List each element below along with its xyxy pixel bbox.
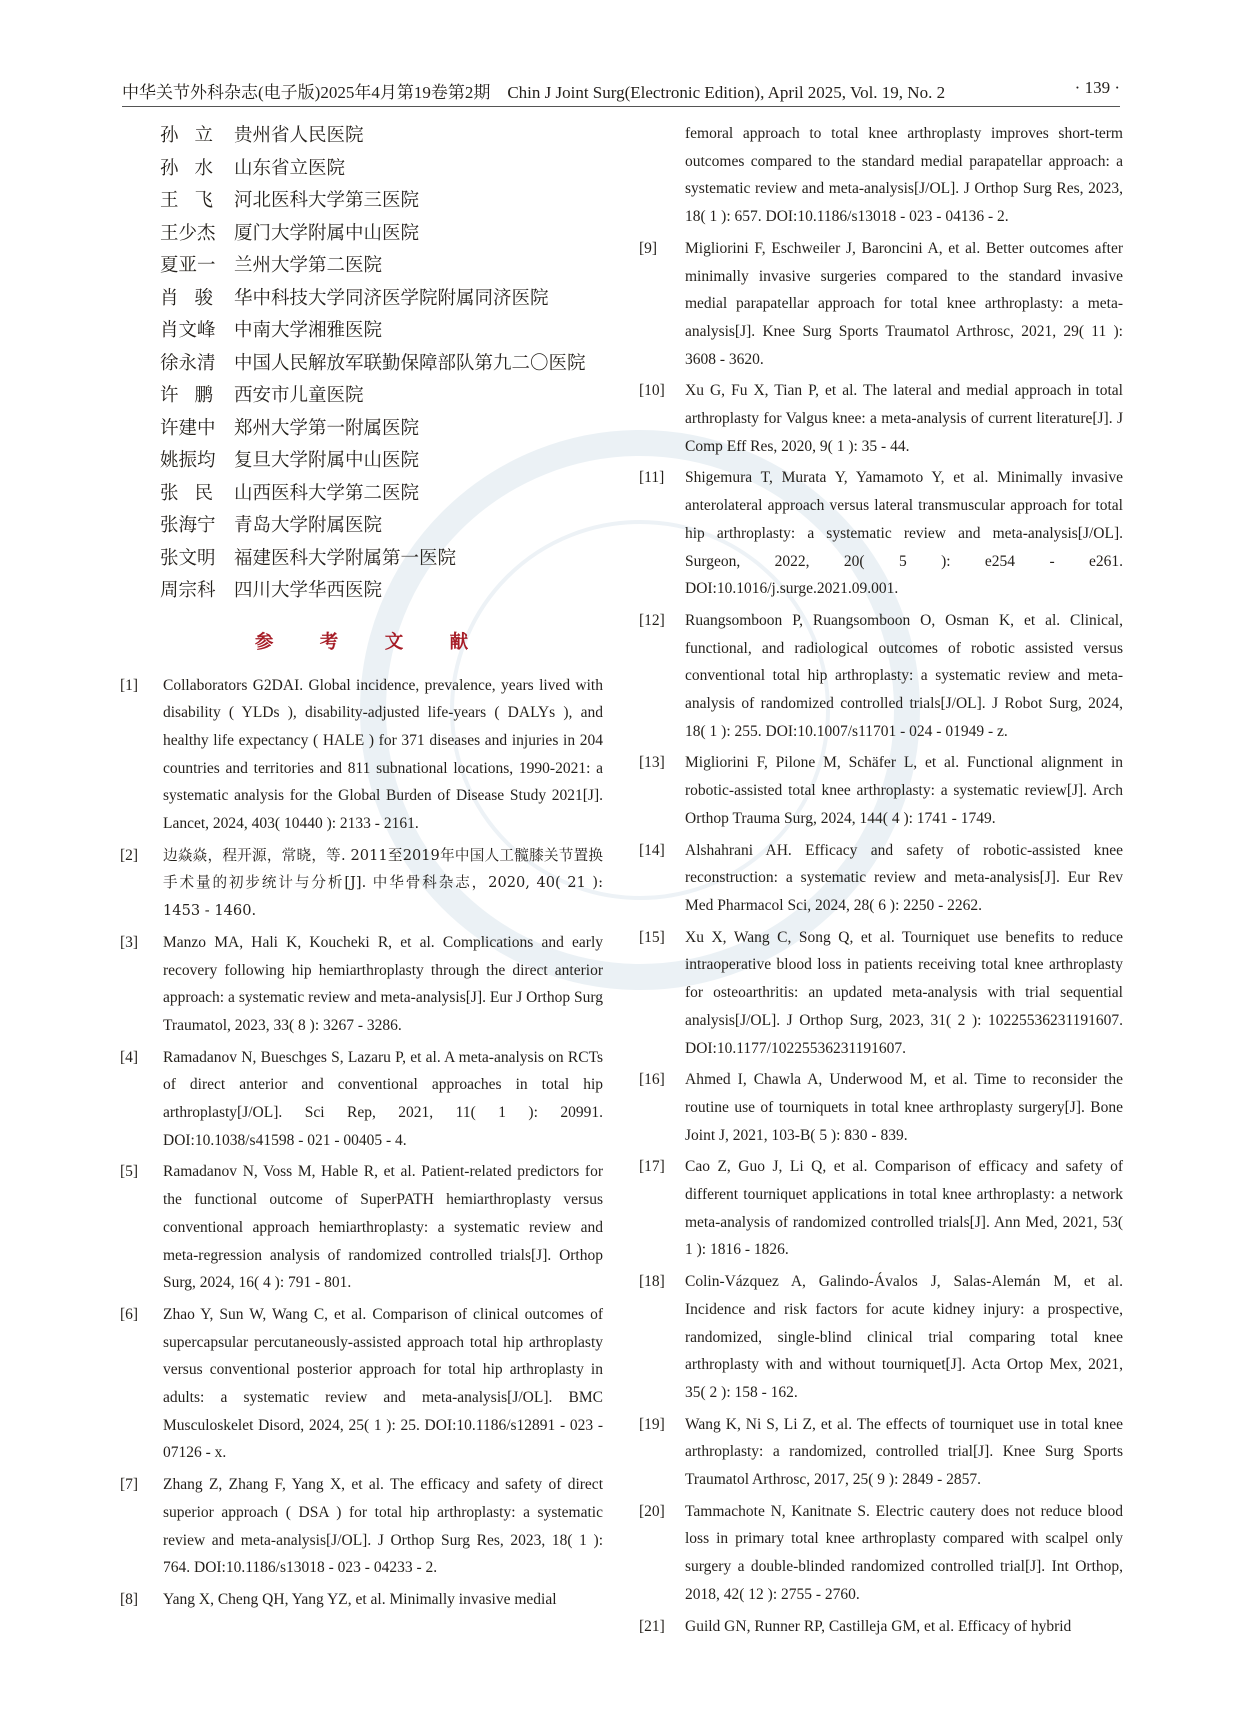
reference-text: Wang K, Ni S, Li Z, et al. The effects of tourniquet use in total knee arthroplasty: a randomized, controlled trial[J]. Knee Surg Sports Traumatol Arthrosc, 2017, 25( 9 ): 2849 - 2857. [685, 1415, 1123, 1489]
expert-affiliation: 西安市儿童医院 [234, 385, 364, 406]
expert-affiliation: 华中科技大学同济医学院附属同济医院 [234, 287, 549, 309]
reference-item [639, 1498, 1123, 1609]
expert-entry [160, 380, 603, 413]
expert-list [160, 120, 603, 608]
expert-name: 周宗科 [160, 580, 216, 601]
reference-item [120, 1586, 603, 1614]
reference-item [639, 377, 1123, 460]
reference-text: Ruangsomboon P, Ruangsomboon O, Osman K, et al. Clinical, functional, and radiological outcomes of robotic assisted versus conventional total hip arthroplasty: a systematic review and meta-analysis of randomized controlled trials[J/OL]. J Robot Surg, 2024, 18( 1 ): 255. DOI:10.1007/s11701 - 024 - 01949 - z. [685, 611, 1123, 740]
reference-number: [7] [120, 1476, 139, 1494]
reference-item [639, 1411, 1123, 1494]
expert-affiliation: 中南大学湘雅医院 [234, 320, 383, 341]
expert-name: 许鹏 [160, 385, 230, 406]
expert-entry [160, 315, 603, 348]
reference-number: [5] [120, 1163, 139, 1181]
reference-text: Zhao Y, Sun W, Wang C, et al. Comparison of clinical outcomes of supercapsular percutaneously-assisted approach total hip arthroplasty versus conventional posterior approach for total hip arthroplasty in adults: a systematic review and meta-analysis[J/OL]. BMC Musculoskelet Disord, 2024, 25( 1 ): 25. DOI:10.1186/s12891 - 023 - 07126 - x. [163, 1305, 603, 1462]
expert-name: 王飞 [160, 190, 230, 211]
expert-affiliation: 兰州大学第二医院 [234, 255, 383, 276]
reference-number: [1] [120, 676, 139, 694]
reference-item [120, 929, 603, 1040]
expert-entry [160, 250, 603, 283]
expert-entry [160, 413, 603, 446]
references-heading: 参 考 文 献 [254, 631, 489, 653]
reference-text: Zhang Z, Zhang F, Yang X, et al. The efficacy and safety of direct superior approach ( DSA ) for total hip arthroplasty: a systematic review and meta-analysis[J/OL]. J Orthop Surg Res, 2023, 18( 1 ): 764. DOI:10.1186/s13018 - 023 - 04233 - 2. [163, 1476, 603, 1577]
reference-text: Ramadanov N, Bueschges S, Lazaru P, et al. A meta-analysis on RCTs of direct anterior and conventional approaches in total hip arthroplasty[J/OL]. Sci Rep, 2021, 11( 1 ): 20991. DOI:10.1038/s41598 - 021 - 00405 - 4. [163, 1048, 603, 1149]
reference-text: Migliorini F, Eschweiler J, Baroncini A, et al. Better outcomes after minimally invasive surgeries compared to the standard invasive medial parapatellar approach for total knee arthroplasty: a meta-analysis[J]. Knee Surg Sports Traumatol Arthrosc, 2021, 29( 11 ): 3608 - 3620. [685, 239, 1123, 368]
reference-number: [4] [120, 1048, 139, 1066]
expert-entry [160, 185, 603, 218]
reference-text: Alshahrani AH. Efficacy and safety of robotic-assisted knee reconstruction: a systematic review and meta-analysis[J]. Eur Rev Med Pharmacol Sci, 2024, 28( 6 ): 2250 - 2262. [685, 841, 1123, 914]
reference-text: Colin-Vázquez A, Galindo-Ávalos J, Salas-Alemán M, et al. Incidence and risk factors for acute kidney injury: a prospective, randomized, single-blind clinical trial comparing total knee arthroplasty with and without tourniquet[J]. Acta Ortop Mex, 2021, 35( 2 ): 158 - 162. [685, 1273, 1123, 1401]
reference-text: Migliorini F, Pilone M, Schäfer L, et al. Functional alignment in robotic-assisted total knee arthroplasty: a systematic review[J]. Arch Orthop Trauma Surg, 2024, 144( 4 ): 1741 - 1749. [685, 754, 1123, 827]
reference-item [639, 1268, 1123, 1407]
reference-number: [16] [639, 1071, 665, 1089]
expert-entry [160, 283, 603, 316]
reference-number [639, 120, 685, 231]
expert-name: 孙立 [160, 125, 230, 146]
reference-item [120, 1301, 603, 1467]
expert-affiliation: 贵州省人民医院 [234, 125, 364, 146]
expert-name: 肖文峰 [160, 320, 216, 341]
expert-affiliation: 青岛大学附属医院 [234, 515, 383, 536]
expert-name: 王少杰 [160, 222, 216, 244]
reference-number: [14] [639, 841, 665, 859]
reference-text: Tammachote N, Kanitnate S. Electric cautery does not reduce blood loss in primary total knee arthroplasty compared with scalpel only surgery a double-blinded randomized controlled trial[J]. Int Orthop, 2018, 42( 12 ): 2755 - 2760. [685, 1502, 1123, 1603]
reference-item [639, 924, 1123, 1063]
reference-text: Manzo MA, Hali K, Koucheki R, et al. Complications and early recovery following hip hemiarthroplasty through the direct anterior approach: a systematic review and meta-analysis[J]. Eur J Orthop Surg Traumatol, 2023, 33( 8 ): 3267 - 3286. [163, 933, 603, 1034]
reference-number: [17] [639, 1158, 665, 1176]
expert-entry [160, 478, 603, 511]
reference-text: Xu X, Wang C, Song Q, et al. Tourniquet use benefits to reduce intraoperative blood loss in patients receiving total knee arthroplasty for osteoarthritis: an updated meta-analysis with trial sequential analysis[J/OL]. J Orthop Surg, 2023, 31( 2 ): 10225536231191607. DOI:10.1177/10225536231191607. [685, 928, 1123, 1057]
expert-entry [160, 543, 603, 576]
expert-affiliation: 中国人民解放军联勤保障部队第九二〇医院 [234, 352, 586, 374]
reference-number: [20] [639, 1502, 665, 1520]
reference-item [120, 1471, 603, 1582]
reference-text: Cao Z, Guo J, Li Q, et al. Comparison of efficacy and safety of different tourniquet applications in total knee arthroplasty: a network meta-analysis of randomized controlled trials[J]. Ann Med, 2021, 53( 1 ): 1816 - 1826. [685, 1158, 1123, 1259]
reference-number: [2] [120, 846, 139, 864]
reference-number: [13] [639, 754, 665, 772]
expert-entry [160, 120, 603, 153]
reference-number: [8] [120, 1591, 139, 1608]
expert-affiliation: 河北医科大学第三医院 [234, 190, 420, 211]
reference-item [639, 1066, 1123, 1149]
reference-item [639, 464, 1123, 603]
expert-affiliation: 四川大学华西医院 [234, 580, 383, 601]
reference-text: Xu G, Fu X, Tian P, et al. The lateral and medial approach in total arthroplasty for Valgus knee: a meta-analysis of current literature[J]. J Comp Eff Res, 2020, 9( 1 ): 35 - 44. [685, 382, 1123, 455]
expert-affiliation: 福建医科大学附属第一医院 [234, 547, 457, 569]
expert-affiliation: 复旦大学附属中山医院 [234, 450, 420, 471]
reference-text: Shigemura T, Murata Y, Yamamoto Y, et al. Minimally invasive anterolateral approach versus lateral transmuscular approach for total hip arthroplasty: a systematic review and meta-analysis[J/OL]. Surgeon, 2022, 20( 5 ): e254 - e261. DOI:10.1016/j.surge.2021.09.001. [685, 469, 1123, 598]
expert-entry [160, 510, 603, 543]
expert-name: 张民 [160, 482, 230, 504]
reference-text: Yang X, Cheng QH, Yang YZ, et al. Minimally invasive medial [163, 1591, 557, 1608]
expert-name: 姚振均 [160, 450, 216, 471]
reference-item [639, 607, 1123, 746]
left-column [120, 120, 603, 1618]
expert-name: 夏亚一 [160, 255, 216, 276]
reference-number: [15] [639, 928, 665, 946]
reference-number: [19] [639, 1415, 665, 1433]
reference-text: 边焱焱，程开源，常晓，等. 2011至2019年中国人工髋膝关节置换手术量的初步统计与分析[J]. 中华骨科杂志，2020, 40( 21 ): 1453 - 1460. [163, 846, 603, 920]
reference-text: Collaborators G2DAI. Global incidence, prevalence, years lived with disability ( YLDs ), disability-adjusted life-years ( DALYs ), and healthy life expectancy ( HALE ) for 371 diseases and injuries in 204 countries and territories and 811 subnational locations, 1990-2021: a systematic analysis for the Global Burden of Disease Study 2021[J]. Lancet, 2024, 403( 10440 ): 2133 - 2161. [163, 676, 603, 833]
expert-name: 张海宁 [160, 515, 216, 536]
expert-name: 许建中 [160, 417, 216, 439]
expert-entry [160, 445, 603, 478]
right-column [639, 120, 1123, 1644]
reference-number: [12] [639, 611, 665, 629]
reference-number: [10] [639, 382, 665, 400]
expert-affiliation: 山西医科大学第二医院 [234, 482, 420, 504]
reference-number: [6] [120, 1305, 139, 1323]
reference-item [639, 1153, 1123, 1264]
reference-item [120, 1158, 603, 1297]
reference-item [639, 1613, 1123, 1641]
reference-number: [11] [639, 469, 665, 487]
page-number: · 139 · [1074, 78, 1120, 97]
expert-affiliation: 山东省立医院 [234, 157, 346, 179]
expert-entry [160, 575, 603, 608]
expert-entry [160, 348, 603, 381]
reference-number: [3] [120, 933, 139, 951]
expert-entry [160, 153, 603, 186]
reference-item [643, 120, 1123, 231]
reference-text: femoral approach to total knee arthroplasty improves short-term outcomes compared to the standard medial parapatellar approach: a systematic review and meta-analysis[J/OL]. J Orthop Surg Res, 2023, 18( 1 ): 657. DOI:10.1186/s13018 - 023 - 04136 - 2. [685, 125, 1123, 226]
running-header [122, 74, 1120, 107]
expert-name: 肖骏 [160, 287, 230, 309]
reference-number: [21] [639, 1617, 665, 1635]
reference-number: [9] [639, 239, 658, 257]
expert-affiliation: 厦门大学附属中山医院 [234, 222, 420, 244]
references-left [120, 672, 603, 1614]
reference-item [120, 1044, 603, 1155]
reference-item [120, 842, 603, 925]
references-right [639, 120, 1123, 1640]
reference-item [639, 837, 1123, 920]
expert-entry [160, 218, 603, 251]
reference-item [639, 749, 1123, 832]
journal-citation: 中华关节外科杂志(电子版)2025年4月第19卷第2期 Chin J Joint Surg(Electronic Edition), April 2025, Vol. 19, No. 2 [122, 83, 946, 102]
reference-item [120, 672, 603, 838]
expert-name: 孙水 [160, 157, 230, 179]
expert-name: 张文明 [160, 547, 216, 569]
reference-text: Ramadanov N, Voss M, Hable R, et al. Patient-related predictors for the functional outcome of SuperPATH hemiarthroplasty versus conventional approach hemiarthroplasty: a systematic review and meta-regression analysis of randomized controlled trials[J]. Orthop Surg, 2024, 16( 4 ): 791 - 801. [163, 1163, 603, 1292]
expert-name: 徐永清 [160, 352, 216, 374]
reference-text: Ahmed I, Chawla A, Underwood M, et al. Time to reconsider the routine use of tourniquets in total knee arthroplasty surgery[J]. Bone Joint J, 2021, 103-B( 5 ): 830 - 839. [685, 1071, 1123, 1144]
reference-text: Guild GN, Runner RP, Castilleja GM, et al. Efficacy of hybrid [685, 1617, 1072, 1635]
reference-item [639, 235, 1123, 374]
expert-affiliation: 郑州大学第一附属医院 [234, 417, 420, 439]
reference-number: [18] [639, 1273, 665, 1291]
